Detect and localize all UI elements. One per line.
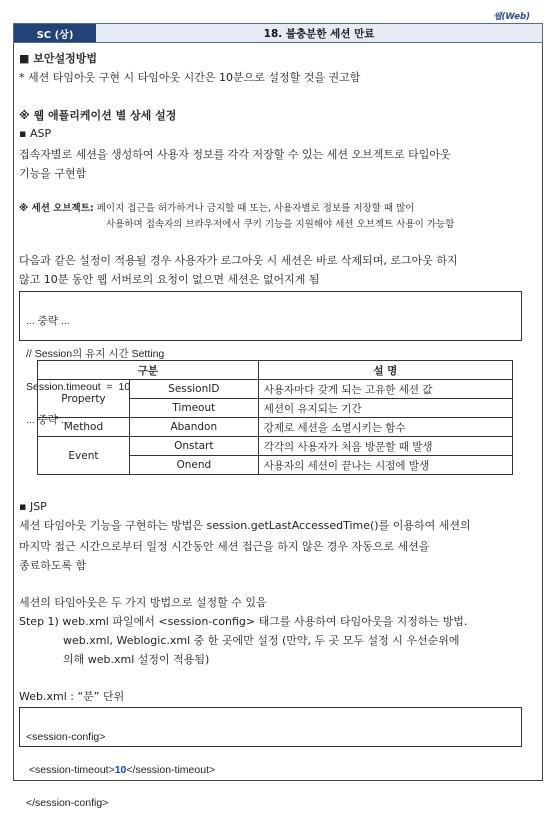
table-item-cell: Timeout bbox=[129, 399, 258, 418]
detail-heading: ※ 웹 애플리케이션 별 상세 설정 bbox=[19, 109, 177, 122]
table-desc-cell: 강제로 세션을 소멸시키는 함수 bbox=[258, 418, 512, 437]
table-desc-cell: 각각의 사용자가 처음 방문할 때 발생 bbox=[258, 437, 512, 456]
code-fragment: <session-timeout> bbox=[26, 764, 115, 776]
jsp-ways: 세션의 타임아웃은 두 가지 방법으로 설정할 수 있음 bbox=[19, 596, 267, 609]
asp-line-2: 기능을 구현함 bbox=[19, 167, 87, 180]
code-line: Session.timeout = 10 bbox=[26, 381, 131, 393]
table-group-cell: Event bbox=[38, 437, 130, 475]
webxml-label: Web.xml : “분” 단위 bbox=[19, 690, 125, 703]
session-object-line-1: 페이지 접근을 허가하거나 금지할 때 또는, 사용자별로 정보를 저장할 때 많이 bbox=[96, 203, 415, 214]
table-item-cell: Abandon bbox=[129, 418, 258, 437]
jsp-line-2: 마지막 접근 시간으로부터 일정 시간동안 세션 접근을 하지 않은 경우 자동으로 세션을 bbox=[19, 540, 430, 553]
session-object-line-2: 사용하며 접속자의 브라우저에서 쿠키 기능을 지원해야 세션 오브젝트 사용이 가능함 bbox=[106, 219, 455, 230]
code-line bbox=[26, 765, 515, 776]
table-header-description: 설 명 bbox=[258, 361, 512, 380]
session-object-table bbox=[37, 360, 513, 475]
page-header bbox=[13, 23, 543, 43]
code-line: </session-config> bbox=[26, 797, 109, 809]
code-line: ... 중략 ... bbox=[26, 315, 70, 327]
table-item-cell: Onend bbox=[129, 456, 258, 475]
table-row bbox=[38, 418, 513, 437]
table-group-cell: Property bbox=[38, 380, 130, 418]
webxml-code-block bbox=[19, 707, 522, 809]
table-desc-cell: 사용자마다 갖게 되는 고유한 세션 값 bbox=[258, 380, 512, 399]
session-object-note bbox=[19, 201, 414, 217]
table-group-cell: Method bbox=[38, 418, 130, 437]
method-heading: ■ 보안설정방법 bbox=[19, 52, 97, 65]
jsp-line-3: 종료하도록 함 bbox=[19, 559, 87, 572]
step1-line-2: web.xml, Weblogic.xml 중 한 곳에만 설정 (만약, 두 곳 모두 설정 시 우선순위에 bbox=[63, 634, 460, 647]
jsp-line-1: 세션 타임아웃 기능을 구현하는 방법은 session.getLastAccessedTime()를 이용하여 세션의 bbox=[19, 519, 471, 532]
table-header-category: 구분 bbox=[38, 361, 259, 380]
severity-level: SC (상) bbox=[14, 24, 96, 42]
table-item-cell: Onstart bbox=[129, 437, 258, 456]
apply-line-2: 않고 10분 동안 웹 서버로의 요청이 없으면 세션은 없어지게 됨 bbox=[19, 273, 320, 286]
jsp-label: ▪ JSP bbox=[19, 500, 47, 513]
asp-label: ▪ ASP bbox=[19, 127, 52, 140]
code-line: ... 중략 ... bbox=[26, 414, 70, 426]
page-title: 18. 불충분한 세션 만료 bbox=[263, 27, 375, 40]
apply-line-1: 다음과 같은 설정이 적용될 경우 사용자가 로그아웃 시 세션은 바로 삭제되며, 로그아웃 하지 bbox=[19, 254, 458, 267]
code-line: <session-config> bbox=[26, 731, 106, 743]
table-desc-cell: 세션이 유지되는 기간 bbox=[258, 399, 512, 418]
asp-line-1: 접속자별로 세션을 생성하여 사용자 정보를 각각 저장할 수 있는 세션 오브젝트로 타입아웃 bbox=[19, 148, 451, 161]
code-fragment: </session-timeout> bbox=[126, 764, 216, 776]
table-row bbox=[38, 380, 513, 399]
code-line: // Session의 유지 시간 Setting bbox=[26, 348, 165, 360]
table-item-cell: SessionID bbox=[129, 380, 258, 399]
step1-line-3: 의해 web.xml 설정이 적용됨) bbox=[63, 653, 210, 666]
section-corner-label: 웹(Web) bbox=[493, 12, 530, 22]
session-object-label: ※ 세션 오브젝트: bbox=[19, 203, 94, 214]
table-row bbox=[38, 437, 513, 456]
step1-line-1: Step 1) web.xml 파일에서 <session-config> 태그를 사용하여 타임아웃을 지정하는 방법. bbox=[19, 615, 468, 628]
timeout-value: 10 bbox=[114, 764, 127, 776]
table-desc-cell: 사용자의 세션이 끝나는 시점에 발생 bbox=[258, 456, 512, 475]
method-note: * 세션 타임아웃 구현 시 타임아웃 시간은 10분으로 설정할 것을 권고함 bbox=[19, 71, 361, 84]
